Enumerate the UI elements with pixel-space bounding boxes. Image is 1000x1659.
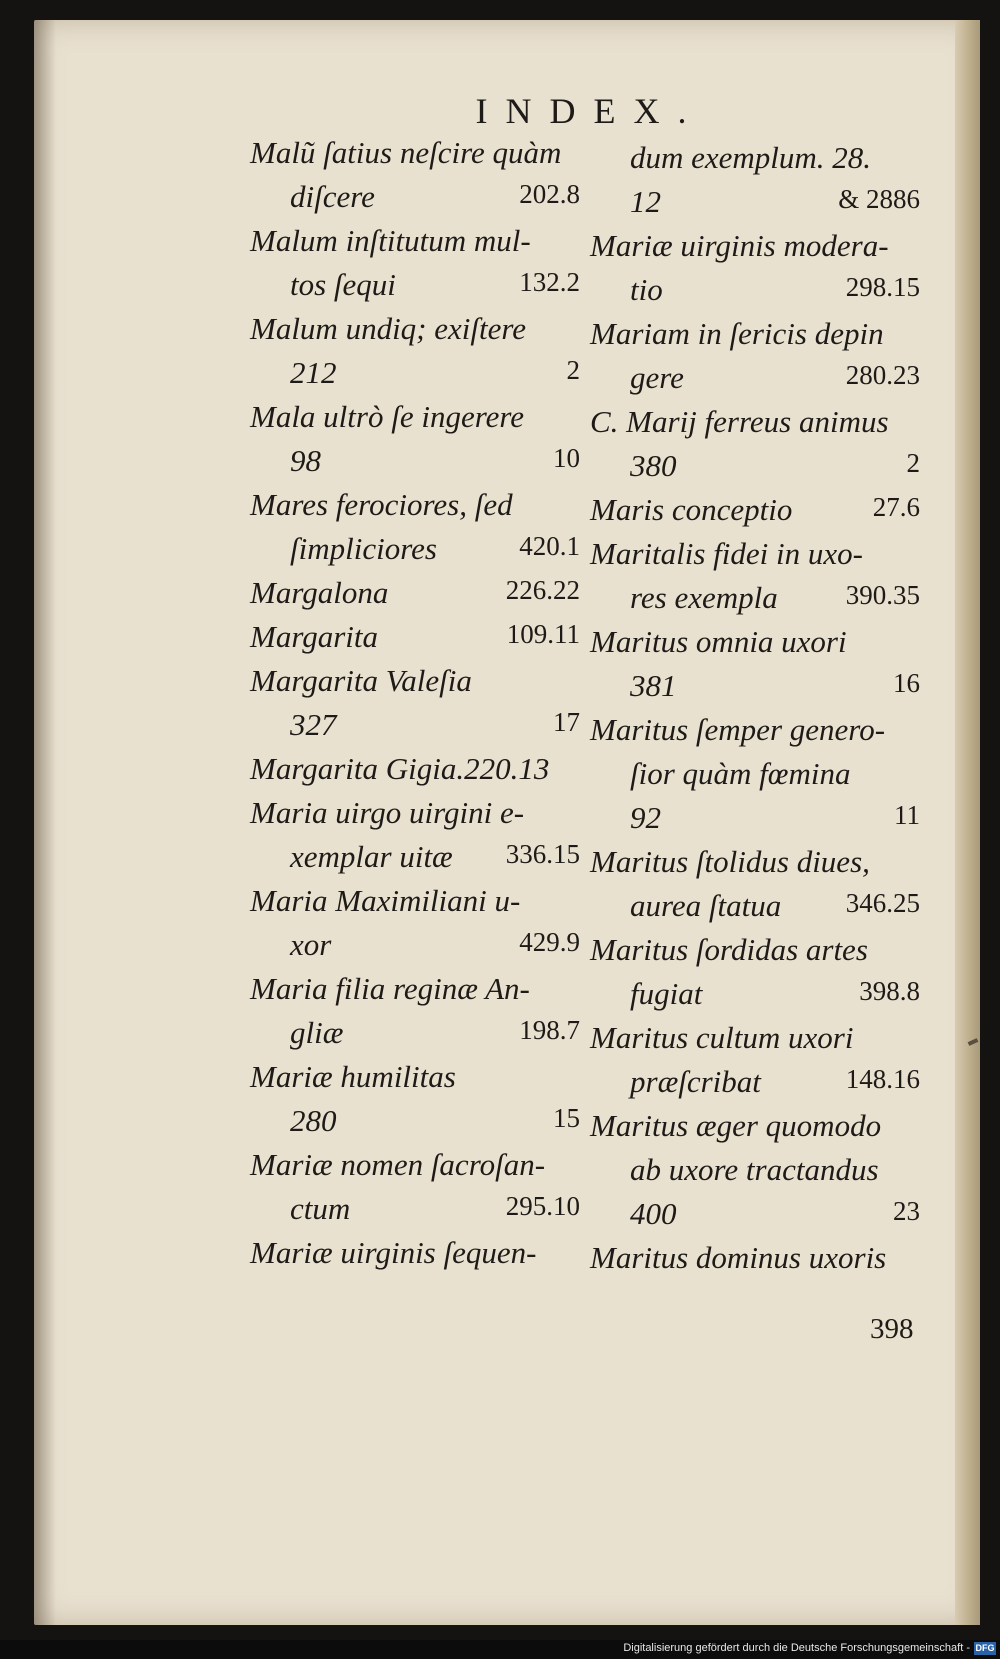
index-entry-line xyxy=(590,624,920,668)
index-entry-text: Maritalis fidei in uxo- xyxy=(590,536,863,571)
index-entry-text: ſimpliciores xyxy=(290,531,437,566)
index-entry-text: Mares ferociores, ſed xyxy=(250,487,513,522)
index-entry xyxy=(250,619,580,663)
index-entry xyxy=(590,624,920,712)
index-entry-line xyxy=(590,448,920,492)
index-entry-text: Maria filia reginæ An- xyxy=(250,971,530,1006)
index-entry-reference: 17 xyxy=(553,707,580,737)
index-entry-text: Maria Maximiliani u- xyxy=(250,883,521,918)
index-entry-line xyxy=(590,888,920,932)
index-entry-text: 400 xyxy=(630,1196,677,1231)
index-entry-line xyxy=(250,1059,580,1103)
index-entry-line xyxy=(250,575,580,619)
index-entry-line xyxy=(250,883,580,927)
index-entry-line xyxy=(590,668,920,712)
footer-credit: Digitalisierung gefördert durch die Deutsche Forschungsgemeinschaft - xyxy=(623,1642,970,1654)
index-entry-line xyxy=(590,976,920,1020)
index-entry xyxy=(250,135,580,223)
index-entry xyxy=(250,663,580,751)
index-entry-line xyxy=(590,712,920,756)
index-entry-line xyxy=(250,355,580,399)
index-entry-line xyxy=(250,751,580,795)
index-entry-text: 212 xyxy=(290,355,337,390)
index-entry xyxy=(590,932,920,1020)
index-entry-text: C. Marij ferreus animus xyxy=(590,404,889,439)
index-entry-line xyxy=(590,756,920,800)
index-entry-text: Margalona xyxy=(250,575,389,610)
index-entry-text: Mariæ uirginis ſequen- xyxy=(250,1235,537,1270)
index-entry xyxy=(590,1240,920,1284)
index-entry xyxy=(590,1108,920,1240)
index-entry-text: gere xyxy=(630,360,684,395)
index-entry-line xyxy=(250,663,580,707)
index-entry-line xyxy=(250,487,580,531)
index-entry-text: Malum inſtitutum mul- xyxy=(250,223,531,258)
index-entry xyxy=(250,575,580,619)
index-entry-text: Maritus ſtolidus diues, xyxy=(590,844,870,879)
index-entry-text: Maritus cultum uxori xyxy=(590,1020,854,1055)
gutter-shadow xyxy=(34,20,56,1625)
index-entry-line xyxy=(590,844,920,888)
index-entry-line xyxy=(250,267,580,311)
index-entry-text: 280 xyxy=(290,1103,337,1138)
index-entry-text: Maria uirgo uirgini e- xyxy=(250,795,525,830)
index-entry-reference: 2 xyxy=(906,448,920,478)
index-entry-text: 92 xyxy=(630,800,661,835)
index-entry-line xyxy=(590,1240,920,1284)
index-entry-text: xor xyxy=(290,927,332,962)
index-entry xyxy=(250,883,580,971)
index-entry-line xyxy=(250,531,580,575)
index-entry xyxy=(590,1020,920,1108)
index-entry-reference: 15 xyxy=(553,1103,580,1133)
index-entry-line xyxy=(590,140,920,184)
index-entry-reference: 346.25 xyxy=(845,888,920,918)
index-entry-line xyxy=(590,1196,920,1240)
index-entry-reference: 295.10 xyxy=(505,1191,580,1221)
index-entry-text: Maritus dominus uxoris xyxy=(590,1240,887,1275)
index-entry-text: Maritus ſordidas artes xyxy=(590,932,868,967)
index-entry xyxy=(250,1059,580,1147)
index-entry xyxy=(590,404,920,492)
index-entry-reference: 398.8 xyxy=(859,976,920,1006)
index-entry-text: xemplar uitæ xyxy=(290,839,453,874)
index-entry-reference: 420.1 xyxy=(519,531,580,561)
index-entry-line xyxy=(250,179,580,223)
index-entry-line xyxy=(250,707,580,751)
index-entry-line xyxy=(250,619,580,663)
index-entry-line xyxy=(590,404,920,448)
index-entry-text: Maritus æger quomodo xyxy=(590,1108,882,1143)
index-entry-line xyxy=(250,1103,580,1147)
index-entry xyxy=(250,971,580,1059)
index-entry-reference: 109.11 xyxy=(506,619,580,649)
index-entry-line xyxy=(250,1015,580,1059)
index-entry-text: ctum xyxy=(290,1191,351,1226)
index-entry-text: Maris conceptio xyxy=(590,492,793,527)
index-entry-line xyxy=(250,311,580,355)
index-entry-text: Mariæ uirginis modera- xyxy=(590,228,889,263)
index-entry-line xyxy=(590,580,920,624)
index-entry-text: gliæ xyxy=(290,1015,344,1050)
index-entry-line xyxy=(590,932,920,976)
index-entry xyxy=(250,1235,580,1279)
index-entry-text: Mariæ nomen ſacroſan- xyxy=(250,1147,546,1182)
index-entry-line xyxy=(590,492,920,536)
index-entry-text: res exempla xyxy=(630,580,778,615)
index-entry-reference: 202.8 xyxy=(519,179,580,209)
index-entry-line xyxy=(250,795,580,839)
index-entry xyxy=(250,223,580,311)
index-entry-text: Maritus omnia uxori xyxy=(590,624,847,659)
index-entry xyxy=(250,795,580,883)
index-entry-line xyxy=(590,316,920,360)
index-entry xyxy=(590,536,920,624)
index-entry xyxy=(590,140,920,228)
index-entry-text: Mala ultrò ſe ingerere xyxy=(250,399,525,434)
index-entry-reference: 132.2 xyxy=(519,267,580,297)
index-entry-line xyxy=(590,228,920,272)
index-entry-text: ab uxore tractandus xyxy=(630,1152,879,1187)
index-entry-text: diſcere xyxy=(290,179,375,214)
index-entry xyxy=(590,492,920,536)
index-entry-line xyxy=(590,272,920,316)
index-entry-text: Margarita Valeſia xyxy=(250,663,472,698)
index-entry-reference: & 2886 xyxy=(838,184,920,214)
index-entry-text: ſior quàm fœmina xyxy=(630,756,851,791)
index-entry-text: tos ſequi xyxy=(290,267,396,302)
index-entry-line xyxy=(590,1108,920,1152)
index-entry-text: Mariæ humilitas xyxy=(250,1059,456,1094)
index-entry-line xyxy=(250,839,580,883)
index-entry-text: tio xyxy=(630,272,663,307)
index-entry-text: Malũ ſatius neſcire quàm xyxy=(250,135,562,170)
index-entry-text: præſcribat xyxy=(630,1064,761,1099)
index-entry-text: Mariam in ſericis depin xyxy=(590,316,884,351)
index-entry-line xyxy=(250,135,580,179)
index-entry-text: fugiat xyxy=(630,976,703,1011)
index-entry-line xyxy=(590,1064,920,1108)
index-entry-reference: 336.15 xyxy=(505,839,580,869)
index-entry-text: Margarita Gigia.220.13 xyxy=(250,751,550,786)
index-entry-text: Malum undiq; exiſtere xyxy=(250,311,527,346)
index-entry-text: 380 xyxy=(630,448,677,483)
index-entry xyxy=(590,712,920,844)
index-entry-text: dum exemplum. 28. xyxy=(630,140,872,175)
index-entry-reference: 11 xyxy=(894,800,920,830)
index-entry xyxy=(250,1147,580,1235)
index-entry-line xyxy=(250,1235,580,1279)
index-entry-text: 381 xyxy=(630,668,677,703)
running-head: INDEX. xyxy=(475,91,705,131)
index-entry-text: 98 xyxy=(290,443,321,478)
page-number: 398 xyxy=(870,1313,914,1345)
index-entry-line xyxy=(250,223,580,267)
index-entry-reference: 16 xyxy=(893,668,920,698)
dfg-logo: DFG xyxy=(975,1643,995,1653)
index-entry-reference: 226.22 xyxy=(505,575,580,605)
index-column-right xyxy=(590,140,920,1284)
index-entry-reference: 10 xyxy=(553,443,580,473)
index-entry-line xyxy=(250,1191,580,1235)
index-entry-line xyxy=(590,800,920,844)
index-entry-reference: 280.23 xyxy=(845,360,920,390)
index-entry-line xyxy=(590,536,920,580)
index-entry-reference: 429.9 xyxy=(519,927,580,957)
index-column-left xyxy=(250,135,580,1279)
index-entry xyxy=(250,399,580,487)
index-entry-line xyxy=(250,399,580,443)
index-entry xyxy=(250,751,580,795)
index-entry-reference: 27.6 xyxy=(872,492,920,522)
index-entry-text: 327 xyxy=(290,707,337,742)
index-entry-reference: 390.35 xyxy=(845,580,920,610)
index-entry-line xyxy=(250,443,580,487)
index-entry-reference: 23 xyxy=(893,1196,920,1226)
index-entry-line xyxy=(590,1020,920,1064)
index-entry-line xyxy=(250,1147,580,1191)
index-entry-text: Maritus ſemper genero- xyxy=(590,712,886,747)
index-entry-reference: 198.7 xyxy=(519,1015,580,1045)
index-entry-reference: 298.15 xyxy=(845,272,920,302)
index-entry-line xyxy=(250,927,580,971)
index-entry-text: Margarita xyxy=(250,619,379,654)
index-entry-line xyxy=(590,1152,920,1196)
index-entry-text: 12 xyxy=(630,184,661,219)
index-entry-line xyxy=(590,360,920,404)
index-entry xyxy=(590,228,920,316)
index-entry xyxy=(590,316,920,404)
index-entry xyxy=(250,311,580,399)
index-entry-text: aurea ſtatua xyxy=(630,888,782,923)
index-entry xyxy=(250,487,580,575)
index-entry-reference: 148.16 xyxy=(845,1064,920,1094)
index-entry-line xyxy=(250,971,580,1015)
index-entry xyxy=(590,844,920,932)
page-edge xyxy=(955,20,980,1625)
index-entry-line xyxy=(590,184,920,228)
index-entry-reference: 2 xyxy=(566,355,580,385)
